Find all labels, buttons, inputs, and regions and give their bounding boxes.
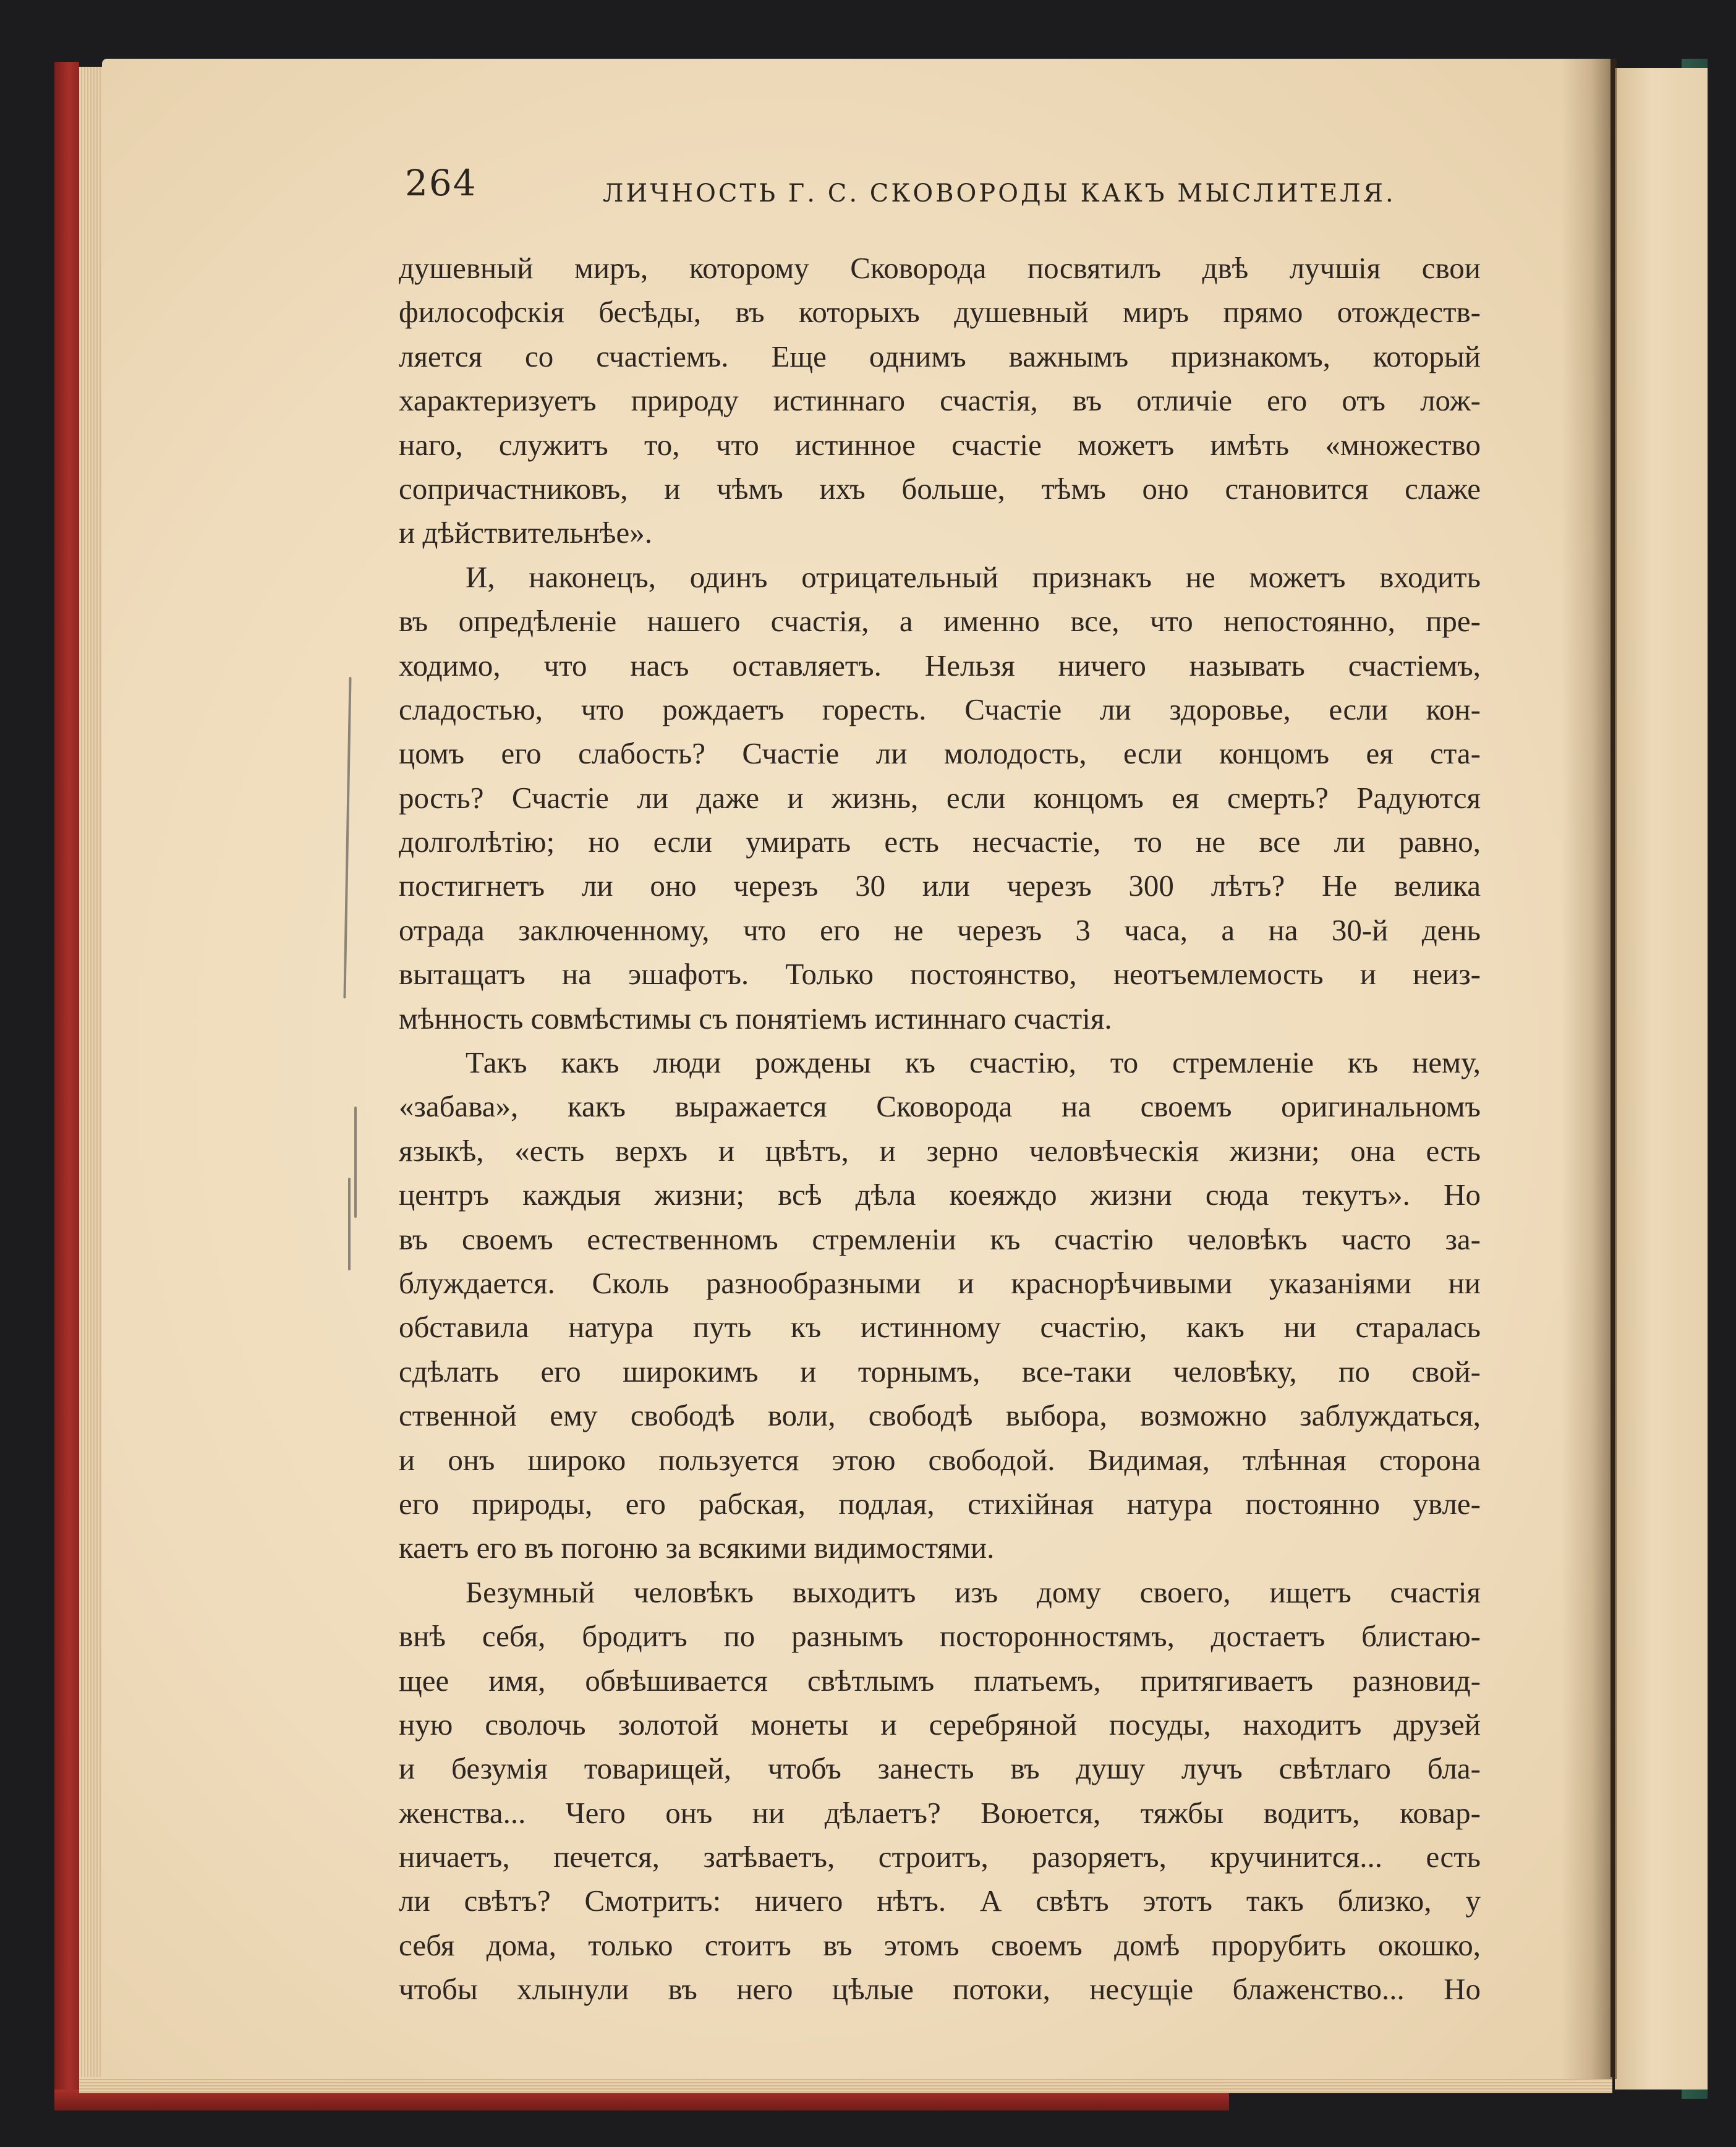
pencil-margin-mark xyxy=(354,1107,357,1218)
running-title: ЛИЧНОСТЬ Г. С. СКОВОРОДЫ КАКЪ МЫСЛИТЕЛЯ. xyxy=(603,179,1396,208)
text-line: «забава», какъ выражается Сковорода на своемъ оригинальномъ xyxy=(399,1089,1481,1124)
page-edges-bottom xyxy=(79,2077,1612,2093)
text-line: въ своемъ естественномъ стремленіи къ счастію человѣкъ часто за- xyxy=(399,1222,1481,1256)
scan-border-right xyxy=(1708,59,1715,2099)
text-line: Безумный человѣкъ выходитъ изъ дому своего, ищетъ счастія xyxy=(466,1575,1481,1609)
text-line: Такъ какъ люди рождены къ счастію, то стремленіе къ нему, xyxy=(466,1045,1481,1080)
text-line: вытащатъ на эшафотъ. Только постоянство, неотъемлемость и неиз- xyxy=(399,957,1481,992)
text-line: характеризуетъ природу истиннаго счастія, въ отличіе его отъ лож- xyxy=(399,383,1481,418)
text-line: постигнетъ ли оно черезъ 30 или черезъ 300 лѣтъ? Не велика xyxy=(399,869,1481,903)
text-line: сладостью, что рождаетъ горесть. Счастіе ли здоровье, если кон- xyxy=(399,692,1481,726)
text-line: щее имя, обвѣшивается свѣтлымъ платьемъ, притягиваетъ разновид- xyxy=(399,1663,1481,1698)
facing-page-edge xyxy=(1615,68,1708,2090)
pencil-margin-mark xyxy=(348,1178,351,1270)
text-line: въ опредѣленіе нашего счастія, а именно все, что непостоянно, пре- xyxy=(399,604,1481,639)
text-line: внѣ себя, бродитъ по разнымъ посторонностямъ, достаетъ блистаю- xyxy=(399,1619,1481,1654)
text-line: ли свѣтъ? Смотритъ: ничего нѣтъ. А свѣтъ этотъ такъ близко, у xyxy=(399,1884,1481,1918)
text-line: и дѣйствительнѣе». xyxy=(399,516,653,550)
text-line: обставила натура путь къ истинному счастію, какъ ни старалась xyxy=(399,1310,1481,1345)
text-line: сдѣлать его широкимъ и торнымъ, все-таки человѣку, по свой- xyxy=(399,1354,1481,1388)
text-line: И, наконецъ, одинъ отрицательный признакъ не можетъ входить xyxy=(466,559,1481,594)
text-line: центръ каждыя жизни; всѣ дѣла коеяждо жизни сюда текутъ». Но xyxy=(399,1178,1481,1212)
text-line: блуждается. Сколь разнообразными и краснорѣчивыми указаніями ни xyxy=(399,1265,1481,1300)
text-line: философскія бесѣды, въ которыхъ душевный миръ прямо отождеств- xyxy=(399,295,1481,329)
text-line: долголѣтію; но если умирать есть несчастіе, то не все ли равно, xyxy=(399,825,1481,859)
text-line: отрада заключенному, что его не черезъ 3 часа, а на 30-й день xyxy=(399,912,1481,947)
text-line: ляется со счастіемъ. Еще однимъ важнымъ признакомъ, который xyxy=(399,339,1481,373)
text-line: себя дома, только стоитъ въ этомъ своемъ домѣ прорубить окошко, xyxy=(399,1928,1481,1962)
text-line: его природы, его рабская, подлая, стихійная натура постоянно увле- xyxy=(399,1486,1481,1521)
text-line: ничаетъ, печется, затѣваетъ, строитъ, разоряетъ, кручинится... есть xyxy=(399,1840,1481,1874)
text-line: женства... Чего онъ ни дѣлаетъ? Воюется, тяжбы водитъ, ковар- xyxy=(399,1795,1481,1830)
text-line: и онъ широко пользуется этою свободой. Видимая, тлѣнная сторона xyxy=(399,1442,1481,1477)
text-line: и безумія товарищей, чтобъ занесть въ душу лучъ свѣтлаго бла- xyxy=(399,1751,1481,1786)
page-number: 264 xyxy=(405,162,477,204)
body-text xyxy=(399,246,1481,2012)
text-line: языкѣ, «есть верхъ и цвѣтъ, и зерно человѣческія жизни; она есть xyxy=(399,1133,1481,1168)
text-line: каетъ его въ погоню за всякими видимостями. xyxy=(399,1531,995,1565)
page-gutter-shadow xyxy=(1561,59,1617,2079)
text-line: наго, служитъ то, что истинное счастіе можетъ имѣть «множество xyxy=(399,427,1481,462)
text-line: цомъ его слабость? Счастіе ли молодость, если концомъ ея ста- xyxy=(399,736,1481,771)
text-line: мѣнность совмѣстимы съ понятіемъ истиннаго счастія. xyxy=(399,1001,1112,1035)
text-line: чтобы хлынули въ него цѣлые потоки, несущіе блаженство... Но xyxy=(399,1972,1481,2007)
page-edges-left xyxy=(79,67,104,2092)
book-cover-left-edge xyxy=(54,62,79,2102)
text-line: ную сволочь золотой монеты и серебряной посуды, находитъ друзей xyxy=(399,1707,1481,1741)
text-line: ходимо, что насъ оставляетъ. Нельзя ничего называть счастіемъ, xyxy=(399,648,1481,682)
text-line: ственной ему свободѣ воли, свободѣ выбора, возможно заблуждаться, xyxy=(399,1398,1481,1433)
text-line: сопричастниковъ, и чѣмъ ихъ больше, тѣмъ оно становится слаже xyxy=(399,471,1481,506)
text-line: рость? Счастіе ли даже и жизнь, если концомъ ея смерть? Радуются xyxy=(399,780,1481,815)
text-line: душевный миръ, которому Сковорода посвятилъ двѣ лучшія свои xyxy=(399,251,1481,285)
